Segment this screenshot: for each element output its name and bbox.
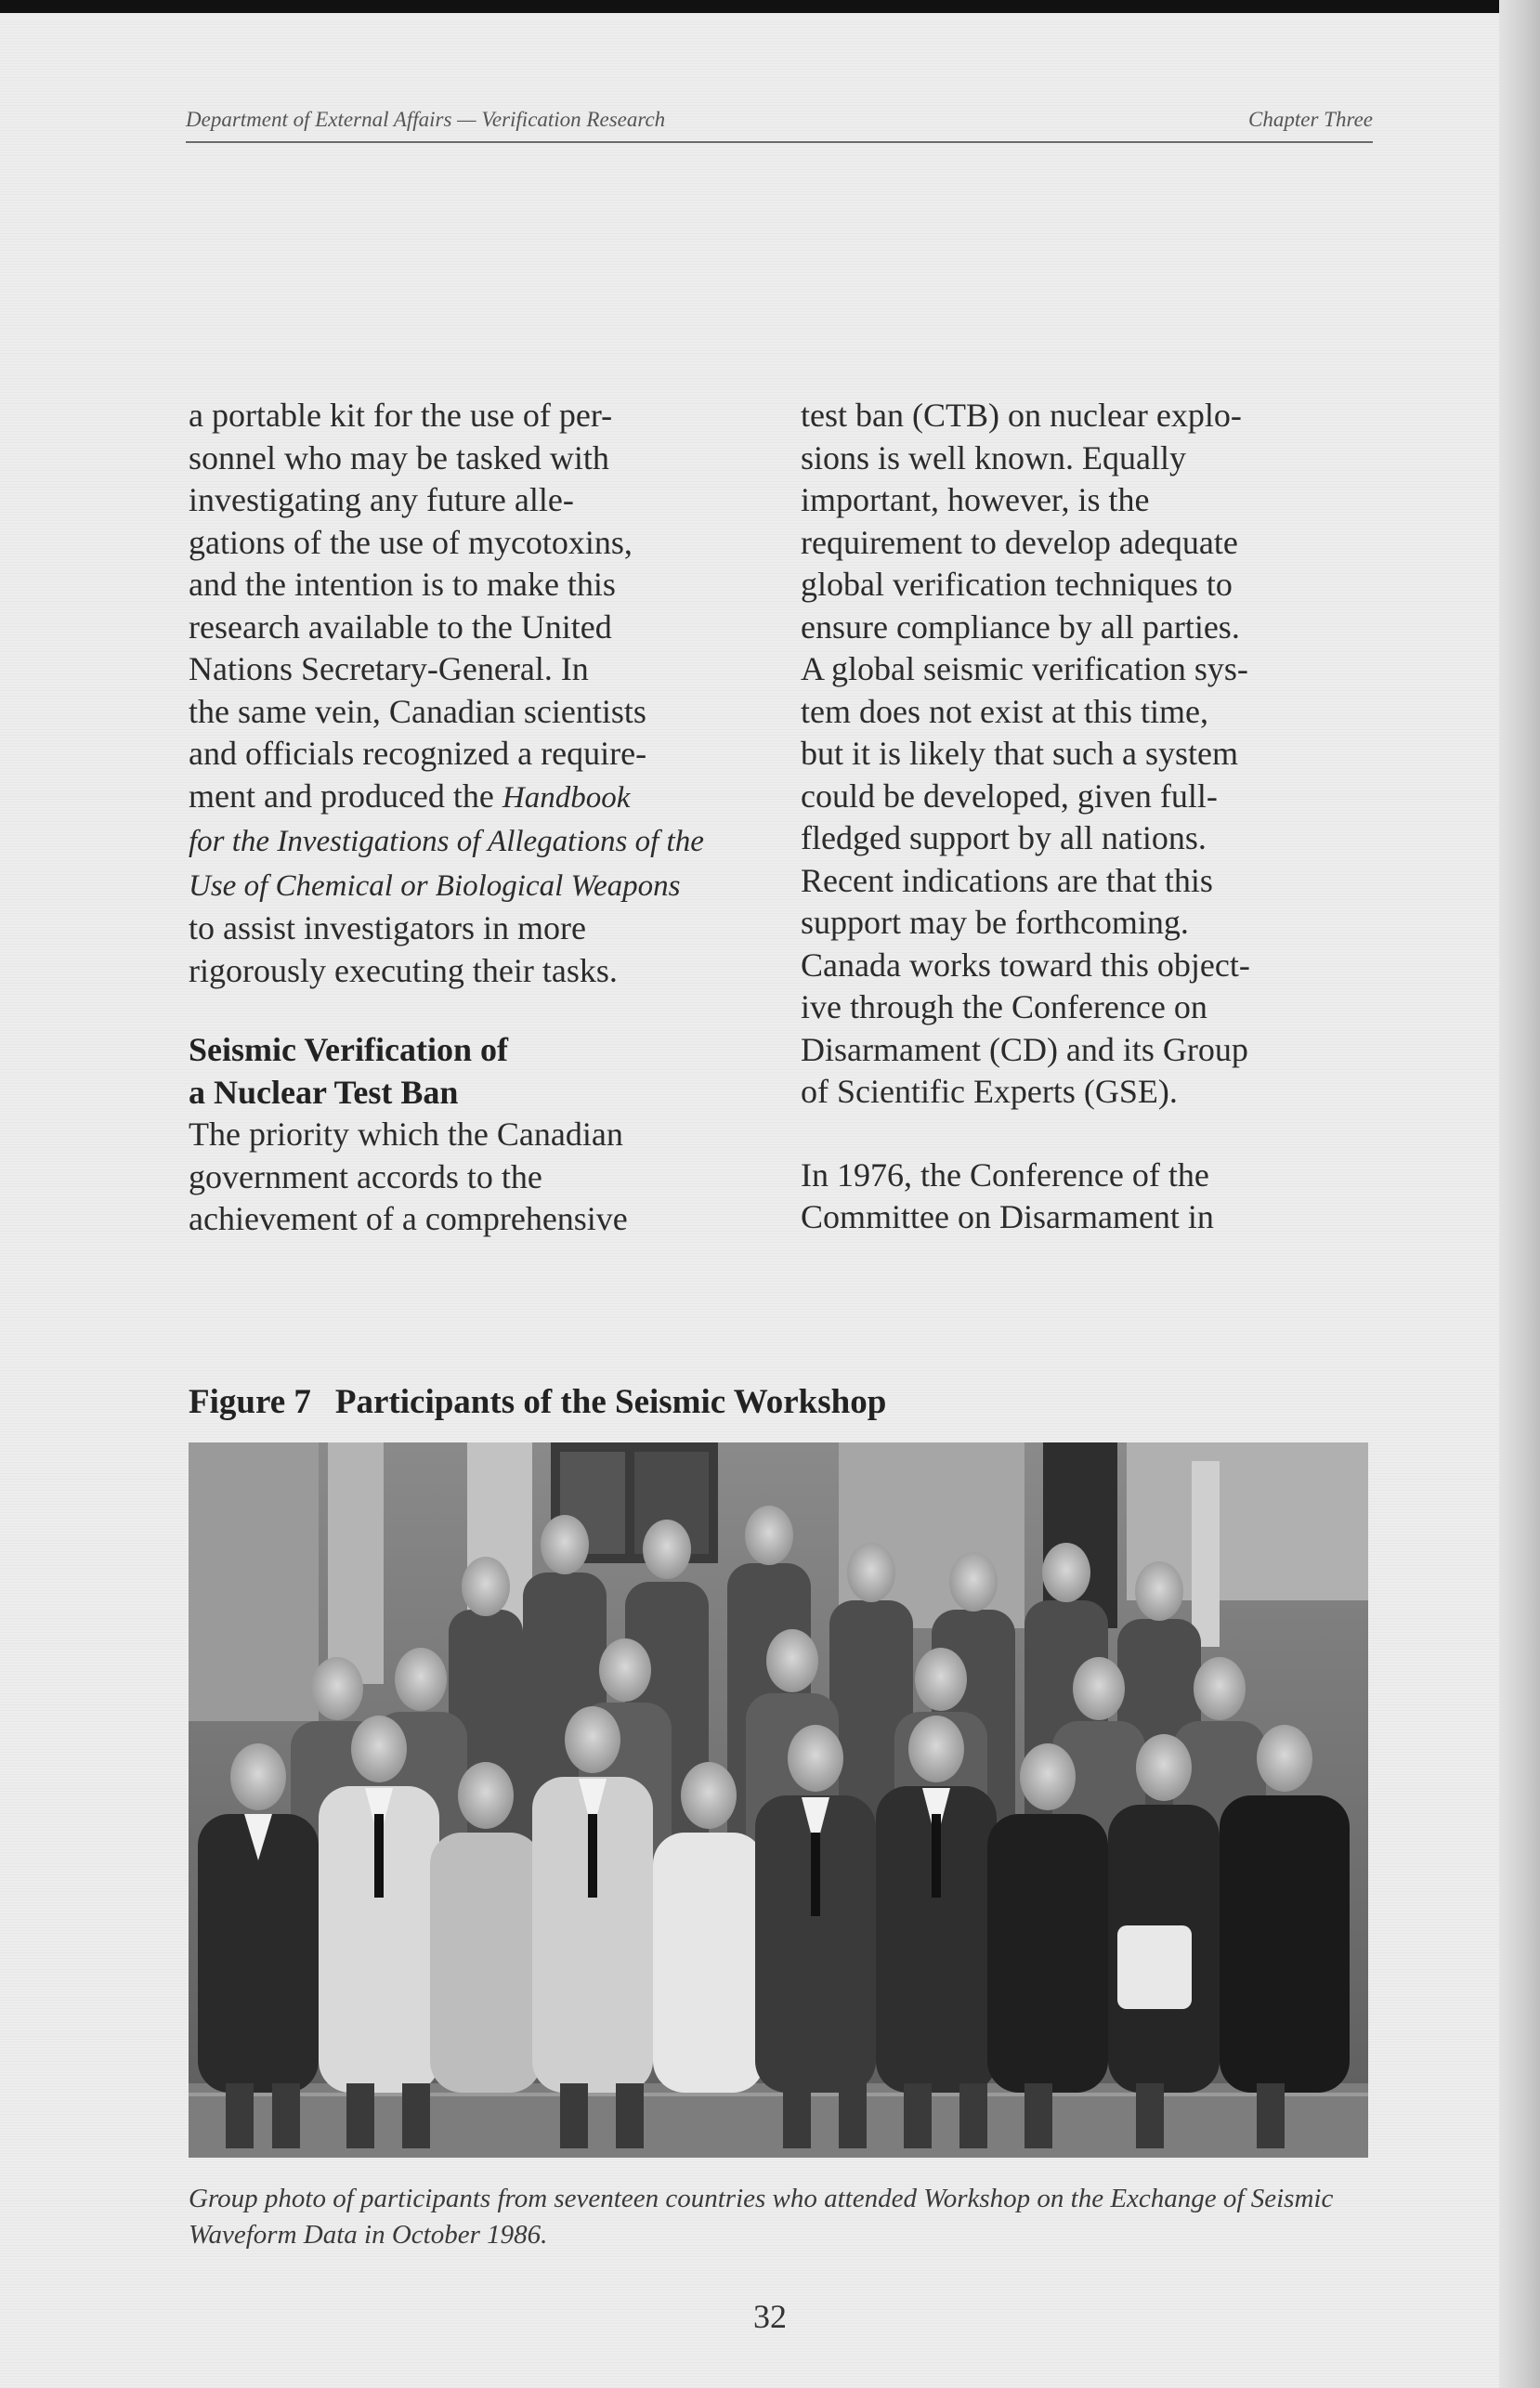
left-text-column (189, 395, 746, 1241)
left-paragraph-1-text: a portable kit for the use of per- sonnel who may be tasked with investigating any future alle- gations of the use of mycotoxins, and the intention is to make this research available to the United Nations Secretary-General. In the same vein, Canadian scientists and officials recognized a require- ment and produced the (189, 397, 647, 815)
running-header-left: Department of External Affairs — Verification Research (186, 108, 666, 131)
left-paragraph-2: The priority which the Canadian government accords to the achievement of a comprehensive (189, 1116, 628, 1237)
left-paragraph-1-tail: to assist investigators in more rigorously executing their tasks. (189, 909, 618, 989)
figure-title (189, 1382, 886, 1422)
scan-top-edge (0, 0, 1540, 13)
right-paragraph-1: test ban (CTB) on nuclear explo- sions is well known. Equally important, however, is the requirement to develop adequate global verification techniques to ensure compliance by all parties. A global seismic verification sys- tem does not exist at this time, but it is likely that such a system could be developed, given full- fledged support by all nations. Recent indications are that this support may be forthcoming. Canada works toward this object- ive through the Conference on Disarmament (CD) and its Group of Scientific Experts (GSE). (801, 397, 1250, 1110)
figure-title-text: Participants of the Seismic Workshop (334, 1383, 887, 1421)
group-photo (189, 1442, 1368, 2158)
figure-number: Figure 7 (189, 1383, 311, 1421)
right-text-column (801, 395, 1377, 1239)
figure-caption: Group photo of participants from seventeen countries who attended Workshop on the Exchange of Seismic Waveform Data in October 1986. (189, 2184, 1334, 2250)
page-number: 32 (753, 2298, 787, 2335)
handbook-title: Handbook for the Investigations of Allegations of the Use of Chemical or Biological Weapons (189, 780, 704, 903)
left-paragraph-1 (189, 395, 746, 992)
section-heading: Seismic Verification of a Nuclear Test Ban (189, 1031, 508, 1111)
running-header (186, 104, 1373, 143)
running-header-right: Chapter Three (1248, 108, 1373, 131)
scan-right-edge (1499, 0, 1540, 2388)
right-paragraph-2: In 1976, the Conference of the Committee on Disarmament in (801, 1155, 1214, 1235)
